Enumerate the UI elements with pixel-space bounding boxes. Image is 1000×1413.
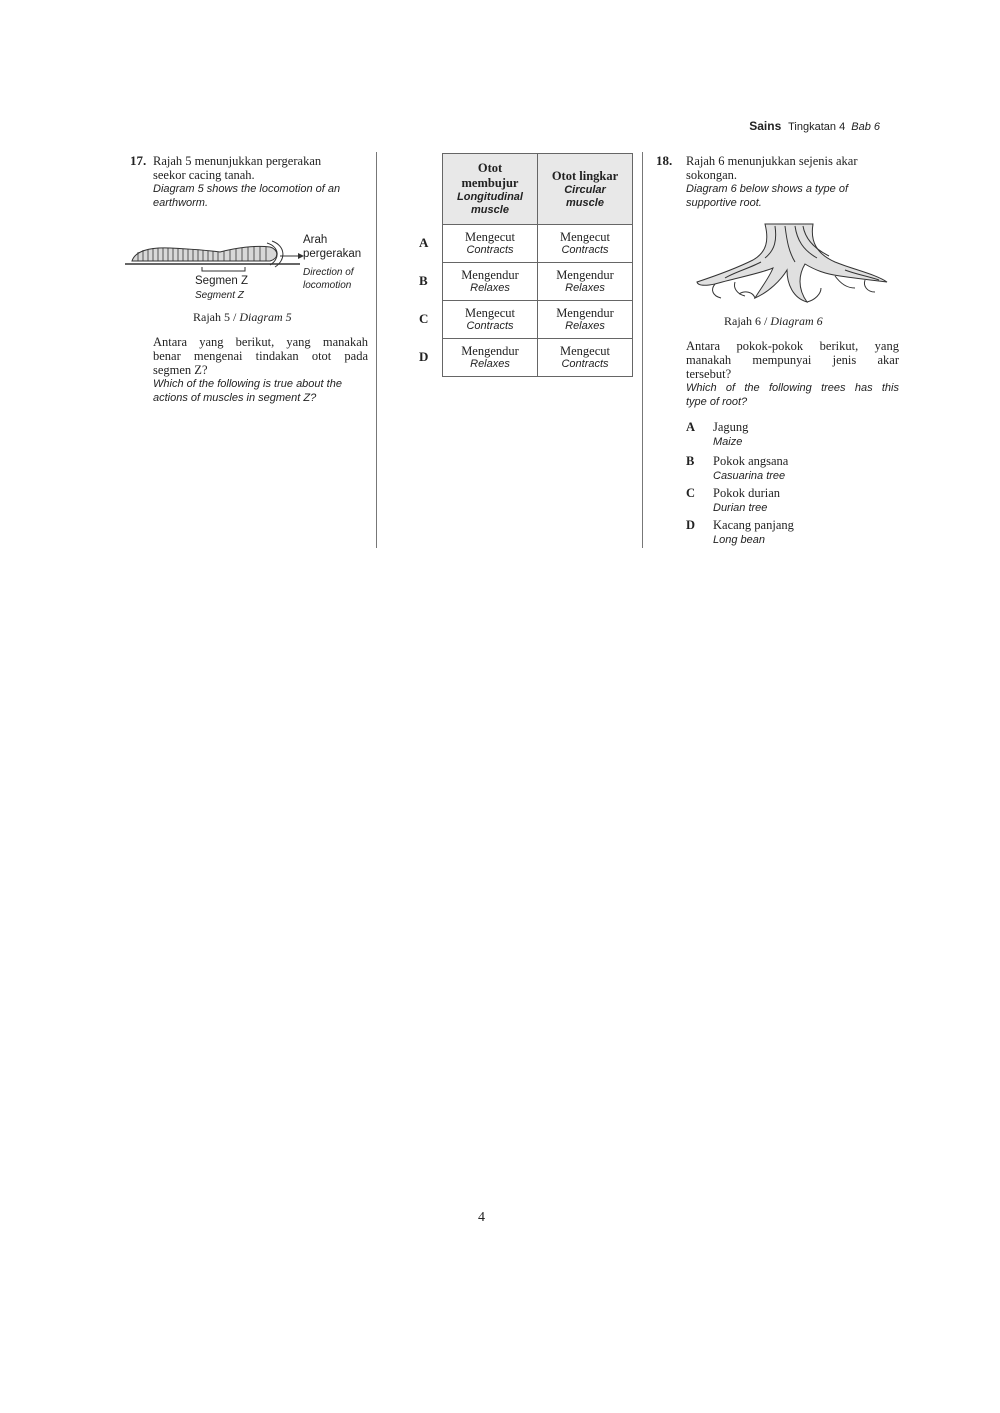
direction-label-ms: Arah pergerakan [303, 234, 362, 260]
trunk [697, 224, 887, 302]
q17-number: 17. [130, 153, 147, 168]
q18-number: 18. [656, 153, 673, 168]
diagram5-caption: Rajah 5 / Diagram 5 [193, 310, 292, 324]
q17-answer-table [442, 153, 633, 377]
table-header-row [443, 154, 633, 225]
segment-label-en: Segment Z [195, 290, 244, 301]
q18-option-c: C Pokok durian Durian tree [686, 486, 781, 514]
diagram6-caption: Rajah 6 / Diagram 6 [724, 314, 823, 328]
header-form: Tingkatan 4 [788, 121, 846, 133]
header-subject: Sains [749, 119, 782, 133]
table-row: Mengendur Relaxes Mengendur Relaxes [443, 263, 633, 301]
q17-stem [153, 154, 368, 210]
option-label-b: B [419, 273, 428, 288]
q17-stem-ms-line1: Rajah 5 menunjukkan pergerakan [153, 154, 322, 168]
column-divider-right [642, 152, 643, 548]
header-circular: Otot lingkar Circular muscle [538, 154, 633, 225]
header-chapter: Bab 6 [851, 121, 880, 133]
header-longitudinal: Otot membujur Longitudinal muscle [443, 154, 538, 225]
column-divider-left [376, 152, 377, 548]
table-row: Mengecut Contracts Mengecut Contracts [443, 225, 633, 263]
option-label-a: A [419, 235, 429, 250]
q18-stem: Rajah 6 menunjukkan sejenis akar sokongan. Diagram 6 below shows a type of supportive root. [686, 154, 858, 209]
option-label-d: D [419, 349, 429, 364]
q17-stem-en-line2: earthworm. [153, 197, 209, 209]
q18-option-b: B Pokok angsana Casuarina tree [686, 454, 789, 482]
q18-option-a: A Jagung Maize [686, 420, 749, 448]
page-header [749, 119, 880, 133]
q17-stem-ms-line2: seekor cacing tanah. [153, 168, 255, 182]
segment-bracket [202, 267, 245, 271]
q17-question: Antara yang berikut, yang manakah benar mengenai tindakan otot pada segmen Z? Which of the following is true about the actions of muscles in segment Z? [153, 335, 368, 404]
q18-question: Antara pokok-pokok berikut, yang manakah mempunyai jenis akar tersebut? Which of the following trees has this type of root? [686, 339, 899, 408]
segment-label-ms: Segmen Z [195, 275, 249, 287]
option-label-c: C [419, 311, 429, 326]
page-number: 4 [478, 1210, 485, 1225]
q18-option-d: D Kacang panjang Long bean [686, 518, 794, 546]
table-row: Mengendur Relaxes Mengecut Contracts [443, 339, 633, 377]
direction-label-en: Direction of locomotion [303, 267, 354, 291]
q17-stem-en-line1: Diagram 5 shows the locomotion of an [153, 183, 341, 195]
table-row: Mengecut Contracts Mengendur Relaxes [443, 301, 633, 339]
earthworm-body [132, 241, 283, 267]
supportive-root-diagram [695, 222, 890, 304]
